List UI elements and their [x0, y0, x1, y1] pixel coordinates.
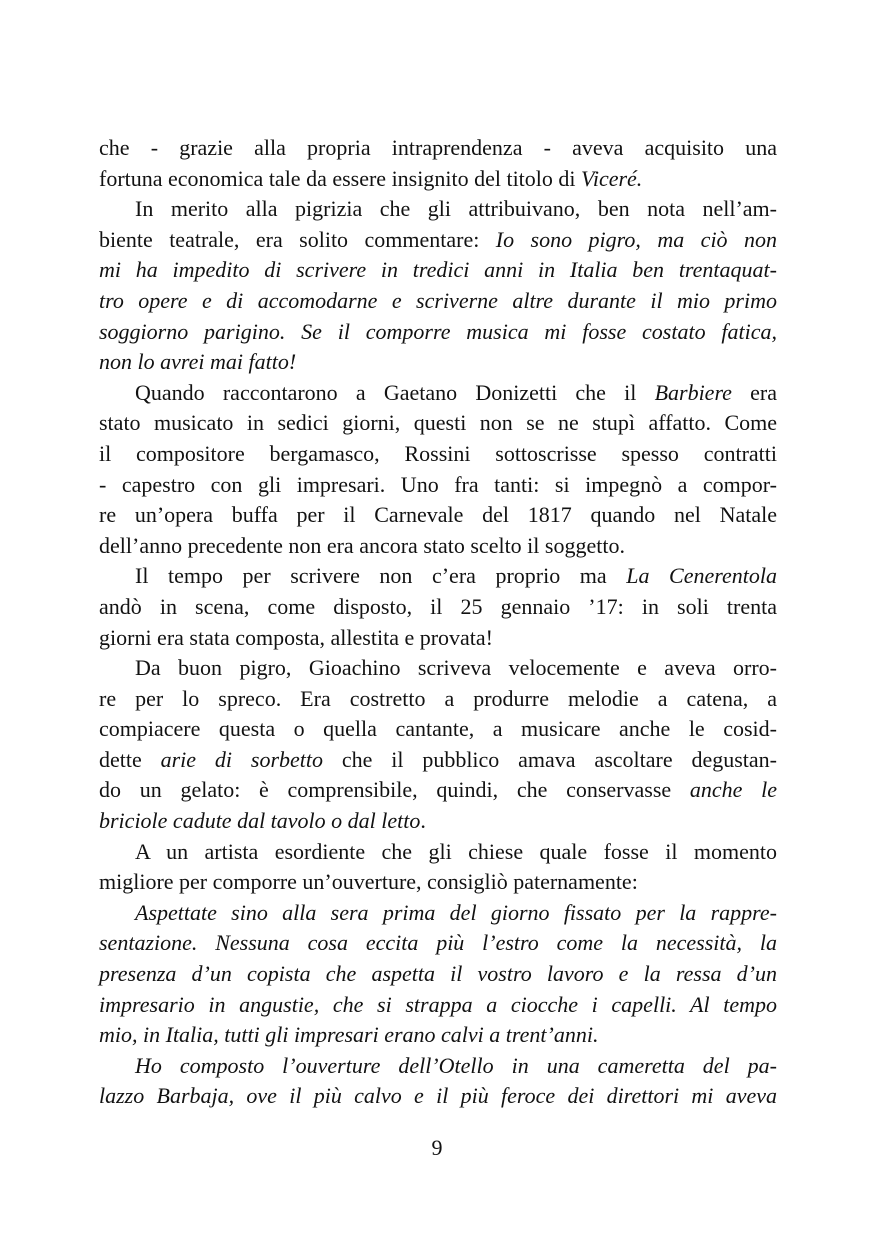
text-line	[99, 470, 777, 501]
text-line	[99, 439, 777, 470]
text-run: dell’anno precedente non era ancora stato scelto il soggetto.	[99, 532, 625, 558]
page-number: 9	[431, 1135, 443, 1160]
text-line	[99, 898, 777, 929]
text-run: Da buon pigro, Gioachino scriveva velocemente e aveva orro-	[135, 655, 777, 681]
text-line	[99, 928, 777, 959]
text-run: biente teatrale, era solito commentare:	[99, 226, 496, 252]
italic-text-run: presenza d’un copista che aspetta il vostro lavoro e la ressa d’un	[99, 961, 777, 987]
text-run: .	[420, 808, 426, 834]
italic-text-run: La Cenerentola	[626, 563, 777, 589]
text-line	[99, 714, 777, 745]
italic-text-run: briciole cadute dal tavolo o dal letto	[99, 808, 421, 834]
text-line	[99, 867, 777, 898]
text-run: stato musicato in sedici giorni, questi non se ne stupì affatto. Come	[99, 410, 777, 436]
text-run: re per lo spreco. Era costretto a produrre melodie a catena, a	[99, 685, 777, 711]
text-line	[99, 653, 777, 684]
text-line	[99, 133, 777, 164]
italic-text-run: Io sono pigro, ma ciò non	[495, 226, 777, 252]
text-line	[99, 745, 777, 776]
text-run: re un’opera buffa per il Carnevale del 1817 quando nel Natale	[99, 502, 777, 528]
text-run: A un artista esordiente che gli chiese quale fosse il momento	[135, 838, 777, 864]
italic-text-run: lazzo Barbaja, ove il più calvo e il più feroce dei direttori mi aveva	[99, 1083, 777, 1109]
text-run: era	[731, 379, 778, 405]
text-line	[99, 408, 777, 439]
italic-text-run: Barbiere	[654, 379, 732, 405]
text-run: giorni era stata composta, allestita e provata!	[99, 624, 494, 650]
text-run: il compositore bergamasco, Rossini sottoscrisse spesso contratti	[99, 440, 777, 466]
italic-text-run: anche le	[689, 777, 778, 803]
text-line	[99, 531, 777, 562]
italic-text-run: Aspettate sino alla sera prima del giorno fissato per la rappre-	[135, 899, 777, 925]
text-line	[99, 317, 777, 348]
text-line	[99, 684, 777, 715]
italic-text-run: Ho composto l’ouverture dell’Otello in una cameretta del pa-	[135, 1052, 777, 1078]
text-line	[99, 959, 777, 990]
text-line	[99, 500, 777, 531]
text-run: In merito alla pigrizia che gli attribuivano, ben nota nell’am-	[135, 196, 777, 222]
italic-text-run: mi ha impedito di scrivere in tredici anni in Italia ben trentaquat-	[99, 257, 777, 283]
text-line	[99, 1020, 777, 1051]
text-line	[99, 806, 777, 837]
text-line	[99, 255, 777, 286]
text-run: migliore per comporre un’ouverture, consigliò paternamente:	[99, 869, 638, 895]
text-run: che il pubblico amava ascoltare degustan-	[323, 746, 777, 772]
italic-text-run: tro opere e di accomodarne e scriverne altre durante il mio primo	[99, 287, 777, 313]
text-run: dette	[99, 746, 161, 772]
text-line	[99, 378, 777, 409]
text-line	[99, 775, 777, 806]
italic-text-run: arie di sorbetto	[160, 746, 323, 772]
text-line	[99, 1081, 777, 1112]
text-line	[99, 347, 777, 378]
text-run: Quando raccontarono a Gaetano Donizetti che il	[135, 379, 655, 405]
text-line	[99, 225, 777, 256]
text-run: compiacere questa o quella cantante, a musicare anche le cosid-	[99, 716, 777, 742]
italic-text-run: sentazione. Nessuna cosa eccita più l’estro come la necessità, la	[99, 930, 777, 956]
text-line	[99, 194, 777, 225]
italic-text-run: impresario in angustie, che si strappa a ciocche i capelli. Al tempo	[99, 991, 777, 1017]
text-run: do un gelato: è comprensibile, quindi, che conservasse	[99, 777, 690, 803]
text-line	[99, 592, 777, 623]
text-run: fortuna economica tale da essere insignito del titolo di	[99, 165, 582, 191]
text-line	[99, 561, 777, 592]
text-line	[99, 1051, 777, 1082]
text-line	[99, 164, 777, 195]
italic-text-run: soggiorno parigino. Se il comporre musica mi fosse costato fatica,	[99, 318, 777, 344]
text-run: che - grazie alla propria intraprendenza - aveva acquisito una	[99, 135, 777, 160]
text-line	[99, 837, 777, 868]
text-run: - capestro con gli impresari. Uno fra tanti: si impegnò a compor-	[99, 471, 777, 497]
text-line	[99, 990, 777, 1021]
italic-text-run: Viceré.	[581, 165, 643, 191]
text-line	[99, 623, 777, 654]
text-run: Il tempo per scrivere non c’era proprio ma	[135, 563, 627, 589]
italic-text-run: non lo avrei mai fatto!	[99, 349, 297, 375]
text-block	[99, 133, 777, 1112]
italic-text-run: mio, in Italia, tutti gli impresari erano calvi a trent’anni.	[99, 1022, 599, 1048]
text-run: andò in scena, come disposto, il 25 gennaio ’17: in soli trenta	[99, 593, 777, 619]
text-line	[99, 286, 777, 317]
